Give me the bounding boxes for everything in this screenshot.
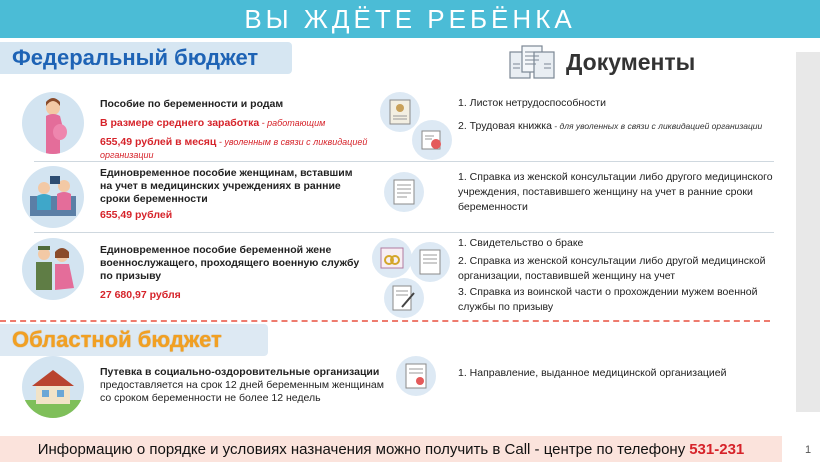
regional-budget-title: Областной бюджет — [12, 327, 222, 352]
benefit-amount: 655,49 рублей — [100, 209, 173, 221]
federal-budget-tab — [0, 42, 292, 74]
referral-doc-icon — [396, 356, 436, 396]
document-note: - для уволенных в связи с ликвидацией организации — [551, 121, 763, 131]
benefit-title: Путевка в социально-оздоровительные организации — [100, 366, 380, 378]
voucher-benefit — [100, 366, 390, 405]
sick-leave-doc-icon — [380, 92, 420, 132]
amount-note: - уволенным в связи с ликвидацией организации — [100, 137, 368, 160]
medical-certificate-icon — [410, 242, 450, 282]
header-banner — [0, 0, 820, 38]
call-center-footer — [0, 436, 782, 462]
military-certificate-icon — [384, 278, 424, 318]
documents-icon — [508, 44, 558, 80]
document-item: 2. Справка из женской консультации либо другой медицинской организации, поставившей женщину на учет — [458, 255, 766, 282]
federal-budget-title: Федеральный бюджет — [12, 45, 259, 70]
row-divider — [34, 232, 774, 233]
amount-text: В размере среднего заработка — [100, 117, 260, 129]
documents-title: Документы — [566, 48, 696, 75]
amount-note: - работающим — [259, 118, 326, 128]
page-title: ВЫ ЖДЁТЕ РЕБЁНКА — [244, 3, 576, 34]
benefit-title: Пособие по беременности и родам — [100, 98, 284, 110]
house-icon — [22, 356, 84, 418]
footer-text: Информацию о порядке и условиях назначения можно получить в Call - центре по телефону — [37, 440, 686, 458]
row-divider — [34, 161, 774, 162]
document-item — [458, 120, 778, 132]
document-text: 2. Трудовая книжка — [458, 120, 552, 132]
regional-budget-tab — [0, 324, 268, 356]
benefit-title: Единовременное пособие женщинам, вставшим на учет в медицинских учреждениях в ранние сроки беременности — [100, 167, 353, 205]
amount-text: 655,49 рублей в месяц — [100, 136, 217, 148]
section-divider — [0, 320, 770, 322]
benefit-amount-working — [100, 117, 380, 130]
document-item: 1. Направление, выданное медицинской организацией — [458, 367, 727, 379]
benefit-title: Единовременное пособие беременной жене военнослужащего, проходящего военную службу по призыву — [100, 244, 360, 282]
document-item: 1. Листок нетрудоспособности — [458, 97, 606, 109]
documents-header — [508, 44, 695, 80]
benefit-amount-dismissed — [100, 136, 385, 162]
pregnant-woman-icon — [22, 92, 84, 154]
work-record-book-icon — [412, 120, 452, 160]
page-number: 1 — [805, 444, 812, 456]
medical-certificate-icon — [384, 172, 424, 212]
phone-number: 531-231 — [689, 440, 745, 458]
marriage-certificate-icon — [372, 238, 412, 278]
side-strip — [796, 52, 820, 412]
doctor-consultation-icon — [22, 166, 84, 228]
benefit-amount: 27 680,97 рубля — [100, 289, 181, 301]
benefit-description: предоставляется на срок 12 дней беременным женщинам со сроком беременности не более 12 недель — [100, 379, 384, 404]
document-item: 1. Справка из женской консультации либо другого медицинского учреждения, поставившего женщину на учет в ранние сроки беременности — [458, 171, 773, 213]
document-item: 1. Свидетельство о браке — [458, 237, 584, 249]
soldier-and-wife-icon — [22, 238, 84, 300]
document-item: 3. Справка из воинской части о прохождении мужем военной службы по призыву — [458, 286, 758, 313]
